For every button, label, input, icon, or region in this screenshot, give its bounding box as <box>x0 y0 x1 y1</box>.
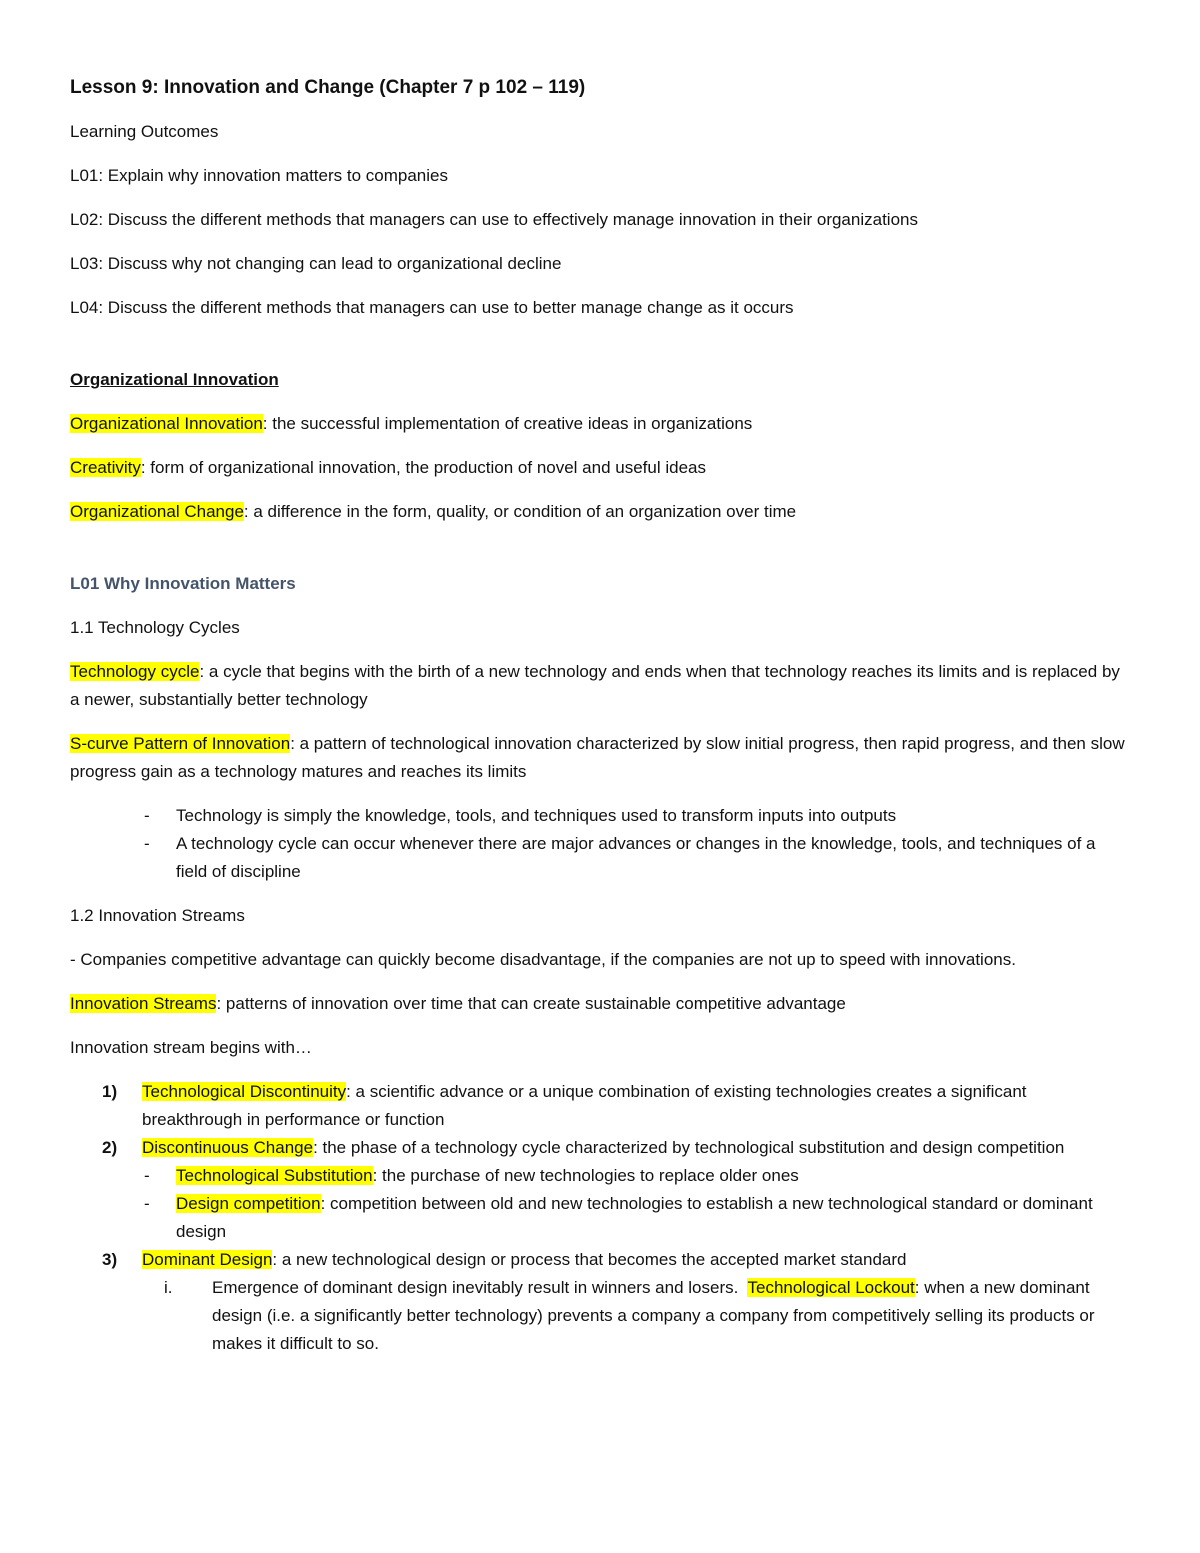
outcome-item: L01: Explain why innovation matters to companies <box>70 166 448 185</box>
list-item: - A technology cycle can occur whenever there are major advances or changes in the knowledge, tools, and techniques of a field of discipline <box>70 830 1130 886</box>
definition-text: : the purchase of new technologies to replace older ones <box>372 1166 799 1185</box>
list-number: 1) <box>102 1082 118 1101</box>
definition-text: : a cycle that begins with the birth of a new technology and ends when that technology reaches its limits and is replaced by a newer, substantially better technology <box>70 662 1120 709</box>
subsection-heading: 1.2 Innovation Streams <box>70 906 245 925</box>
list-item <box>70 1134 1130 1246</box>
list-number: i. <box>164 1278 173 1297</box>
highlighted-term: Creativity <box>70 458 141 477</box>
sub-bullet-list <box>142 1162 1130 1246</box>
list-item: - Technology is simply the knowledge, tools, and techniques used to transform inputs into outputs <box>70 802 1130 830</box>
section-heading-l01: L01 Why Innovation Matters <box>70 574 296 593</box>
list-item <box>70 1078 1130 1134</box>
definition-text: : a new technological design or process that becomes the accepted market standard <box>272 1250 907 1269</box>
list-item <box>142 1274 1130 1358</box>
definition-text: : a pattern of technological innovation characterized by slow initial progress, then rapid progress, and then slow progress gain as a technology matures and reaches its limits <box>70 734 1125 781</box>
highlighted-term: S-curve Pattern of Innovation <box>70 734 291 753</box>
outcomes-heading: Learning Outcomes <box>70 122 219 141</box>
outcome-item: L02: Discuss the different methods that managers can use to effectively manage innovation in their organizations <box>70 210 918 229</box>
highlighted-term: Organizational Innovation <box>70 414 263 433</box>
highlighted-term: Dominant Design <box>142 1250 273 1269</box>
definition <box>70 658 1130 714</box>
definition <box>70 454 1130 482</box>
list-number: 3) <box>102 1250 118 1269</box>
list-item <box>70 1246 1130 1358</box>
body-text: Emergence of dominant design inevitably result in winners and losers. <box>212 1278 748 1297</box>
definition <box>70 498 1130 526</box>
numbered-list <box>70 1078 1130 1358</box>
outcome-item: L03: Discuss why not changing can lead to organizational decline <box>70 254 562 273</box>
highlighted-term: Organizational Change <box>70 502 244 521</box>
definition <box>70 990 1130 1018</box>
list-number: 2) <box>102 1138 118 1157</box>
subsection-heading: 1.1 Technology Cycles <box>70 618 240 637</box>
highlighted-term: Technological Substitution <box>176 1166 373 1185</box>
lead-paragraph: Innovation stream begins with… <box>70 1038 312 1057</box>
highlighted-term: Innovation Streams <box>70 994 217 1013</box>
definition <box>70 410 1130 438</box>
highlighted-term: Technological Discontinuity <box>142 1082 347 1101</box>
definition <box>70 730 1130 786</box>
highlighted-term: Discontinuous Change <box>142 1138 314 1157</box>
note-paragraph: - Companies competitive advantage can quickly become disadvantage, if the companies are not up to speed with innovations. <box>70 950 1016 969</box>
definition-text: : the successful implementation of creative ideas in organizations <box>262 414 753 433</box>
definition-text: : when a new dominant design (i.e. a significantly better technology) prevents a company a company from competitively selling its products or makes it difficult to so. <box>212 1278 1095 1353</box>
highlighted-term: Technology cycle <box>70 662 200 681</box>
list-item <box>142 1162 1130 1190</box>
definition-text: : patterns of innovation over time that can create sustainable competitive advantage <box>216 994 846 1013</box>
lesson-title: Lesson 9: Innovation and Change (Chapter 7 p 102 – 119) <box>70 77 586 98</box>
definition-text: : competition between old and new technologies to establish a new technological standard or dominant design <box>176 1194 1093 1241</box>
definition-text: : a scientific advance or a unique combination of existing technologies creates a significant breakthrough in performance or function <box>142 1082 1027 1129</box>
section-heading-org-innovation: Organizational Innovation <box>70 370 279 389</box>
highlighted-term: Technological Lockout <box>747 1278 915 1297</box>
outcome-item: L04: Discuss the different methods that managers can use to better manage change as it occurs <box>70 298 794 317</box>
highlighted-term: Design competition <box>176 1194 321 1213</box>
definition-text: : a difference in the form, quality, or condition of an organization over time <box>243 502 797 521</box>
definition-text: : form of organizational innovation, the production of novel and useful ideas <box>140 458 707 477</box>
bullet-list <box>70 802 1130 886</box>
definition-text: : the phase of a technology cycle characterized by technological substitution and design competition <box>313 1138 1065 1157</box>
list-item <box>142 1190 1130 1246</box>
roman-list <box>142 1274 1130 1358</box>
